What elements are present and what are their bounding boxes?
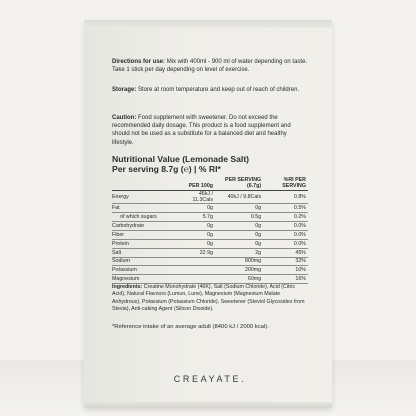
caution-text: Food supplement with sweetener. Do not exceed the recommended daily dosage. This product is a food supplement and should not be used as a substitute for a balanced diet and healthy lifestyle. [112,115,291,146]
nutrition-header-row [112,178,308,191]
value-per-serving: 800mg [215,257,263,266]
value-per-serving: 60mg [215,275,263,284]
nutrition-title-line1: Nutritional Value (Lemonade Salt) [112,154,250,164]
nutrition-table [112,178,308,284]
value-ri: 32% [263,257,308,266]
reference-note: *Reference intake of an average adult (8400 kJ / 2000 kcal). [112,324,269,330]
col-ri: %RI PER SERVING [263,178,308,191]
value-ri: 0.0% [263,239,308,248]
directions-heading: Directions for use: [112,59,166,65]
value-per100: 22.9g [180,248,215,257]
table-row [112,266,308,275]
table-row [112,191,308,204]
directions-section [112,58,308,74]
nutrient-name: Fiber [112,230,180,239]
nutrient-name: Magnesium [112,275,180,284]
value-per100: 0g [180,204,215,213]
value-ri: 0.5% [263,204,308,213]
storage-heading: Storage: [112,87,137,93]
caution-heading: Caution: [112,115,137,121]
value-ri: 16% [263,275,308,284]
value-per-serving: 0g [215,221,263,230]
value-ri: 10% [263,266,308,275]
value-per100: 5.7g [180,213,215,222]
value-per100: 0g [180,230,215,239]
nutrient-name: Protein [112,239,180,248]
value-ri: 0.8% [263,191,308,204]
nutrition-title-line2: Per serving 8.7g (℮) | % RI* [112,164,221,174]
value-ri: 0.0% [263,230,308,239]
directions-text: Mix with 400ml - 900 ml of water depending on taste. Take 1 stick per day depending on level of exercise. [112,59,308,74]
nutrient-name: Salt [112,248,180,257]
table-row [112,204,308,213]
value-per100: 0g [180,239,215,248]
value-per100: 0g [180,221,215,230]
value-per100 [180,275,215,284]
table-row [112,221,308,230]
table-row [112,275,308,284]
nutrient-name: Potassium [112,266,180,275]
table-row [112,230,308,239]
nutrient-name: Carbohydrate [112,221,180,230]
value-per-serving: 2g [215,248,263,257]
value-per-serving: 200mg [215,266,263,275]
value-per100 [180,257,215,266]
table-row [112,257,308,266]
storage-text: Store at room temperature and keep out of reach of children. [138,87,300,93]
table-row [112,239,308,248]
value-per-serving: 0.5g [215,213,263,222]
value-per-serving: 40kJ / 9.8Cals [215,191,263,204]
storage-section [112,86,299,94]
value-per100 [180,266,215,275]
brand-logo: CREAYATE. [173,374,247,384]
nutrition-header-blank [112,178,180,191]
value-per-serving: 0g [215,204,263,213]
nutrition-title [112,154,249,174]
nutrition-body [112,191,308,284]
table-row [112,248,308,257]
value-ri: 0.2% [263,213,308,222]
nutrient-name: Sodium [112,257,180,266]
col-per-serving: PER SERVING (6.7g) [215,178,263,191]
table-row [112,213,308,222]
nutrient-name: Energy [112,191,180,204]
value-per-serving: 0g [215,239,263,248]
nutrient-name: Fat [112,204,180,213]
value-ri: 45% [263,248,308,257]
col-per100: PER 100g [180,178,215,191]
value-ri: 0.0% [263,221,308,230]
caution-section [112,114,308,147]
ingredients-heading: Ingredients: [112,284,143,290]
value-per-serving: 0g [215,230,263,239]
value-per100: 46kJ / 11.3Cals [180,191,215,204]
ingredients-section [112,284,308,314]
nutrient-name: of which sugars [112,213,180,222]
ingredients-text: Creatine Monohydrate (46K), Salt (Sodium Chloride), Acid (Citric Acid), Natural Flavours (Lumun, Lune), Magnesium (Magnesium Malate Anhydrous), Potassium (Potassium Chloride), Sweetener (Steviol Glycosides from Stevia), Anti-caking Agent (Silicon Dioxide). [112,284,305,313]
